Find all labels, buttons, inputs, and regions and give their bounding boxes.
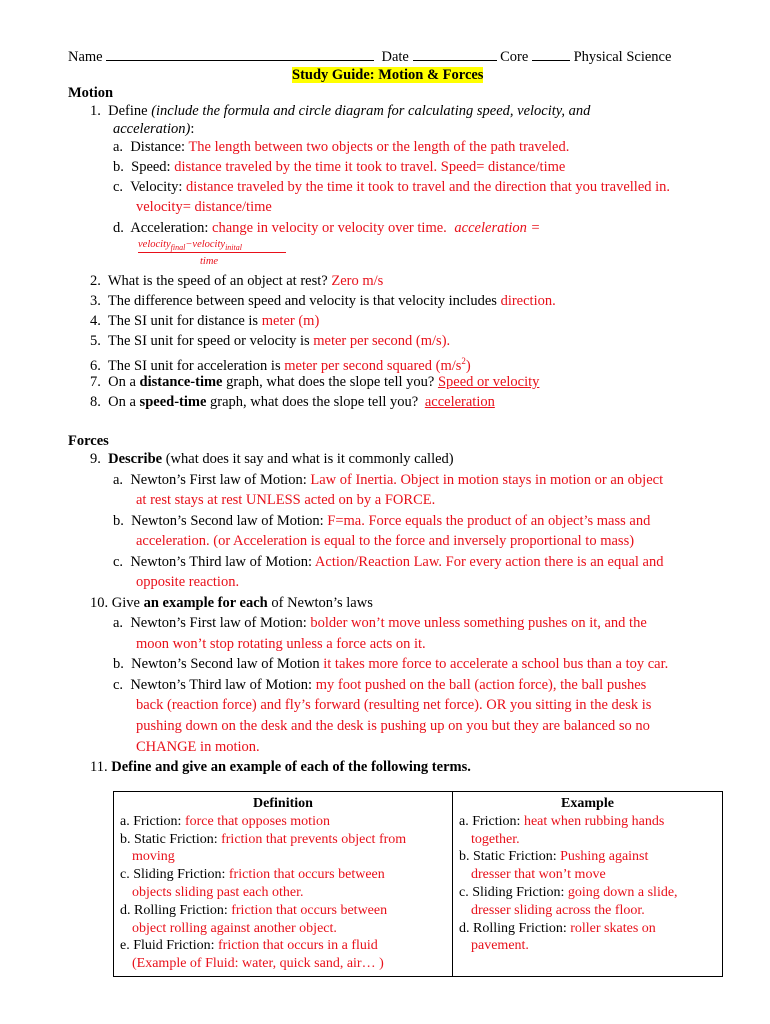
definition-header: Definition (253, 796, 313, 811)
q9c-answer: Action/Reaction Law. For every action there is an equal and (314, 554, 664, 570)
name-label: Name (68, 49, 103, 65)
definition-answer-cont: (Example of Fluid: water, quick sand, air… ) (132, 956, 384, 972)
example-answer-cont: dresser sliding across the floor. (471, 902, 645, 918)
q1a-label: a. (113, 139, 124, 155)
q1c-answer: distance traveled by the time it took to travel and the direction that you travelled in. (186, 179, 671, 195)
q1-text: Define (108, 103, 148, 119)
core-blank[interactable] (532, 47, 570, 61)
q9c-line (113, 553, 663, 571)
definition-term: a. Friction: (120, 813, 182, 829)
q2-answer: Zero m/s (331, 273, 384, 289)
q1c-term: Velocity: (130, 179, 183, 195)
definition-term: b. Static Friction: (120, 831, 218, 847)
definition-term: e. Fluid Friction: (120, 938, 215, 954)
terms-table (113, 791, 723, 977)
q10-bold: an example for each (143, 595, 268, 611)
q10c-answer: my foot pushed on the ball (action force), the ball pushes (315, 677, 647, 693)
q7-bold: distance-time (139, 374, 223, 390)
definition-term: c. Sliding Friction: (120, 867, 226, 883)
q1b-answer: distance traveled by the time it took to travel. Speed= distance/time (174, 159, 566, 175)
definition-answer-cont: objects sliding past each other. (132, 884, 304, 900)
numerator-sub-final: final (170, 243, 186, 253)
q10a-term: Newton’s First law of Motion: (130, 615, 307, 631)
q6-superscript: 2 (461, 356, 466, 366)
example-answer: going down a slide, (567, 884, 678, 900)
example-item (459, 813, 716, 849)
definition-answer: friction that occurs between (228, 867, 385, 883)
q1b-term: Speed: (131, 159, 171, 175)
q9b-term: Newton’s Second law of Motion: (131, 513, 324, 529)
q6-answer-text: meter per second squared (m/s (284, 357, 462, 374)
numerator-minus-velocity: −velocity (185, 239, 226, 250)
q6-number: 6. (90, 357, 101, 374)
definition-answer-cont: moving (132, 849, 175, 865)
example-header: Example (561, 796, 614, 811)
q1b-label: b. (113, 159, 124, 175)
definition-term: d. Rolling Friction: (120, 902, 228, 918)
q9-line (90, 450, 454, 468)
q3-answer: direction. (500, 293, 556, 309)
name-blank[interactable] (106, 47, 374, 61)
q1d-label: d. (113, 220, 124, 236)
q9c-term: Newton’s Third law of Motion: (130, 554, 313, 570)
example-term: b. Static Friction: (459, 849, 557, 865)
example-answer: heat when rubbing hands (523, 813, 665, 829)
motion-heading: Motion (68, 85, 114, 101)
numerator-velocity: velocity (138, 239, 171, 250)
q10c-line4: CHANGE in motion. (136, 739, 260, 755)
example-item (459, 848, 716, 884)
q3-text: The difference between speed and velocity is that velocity includes (107, 293, 497, 309)
q4-number: 4. (90, 313, 101, 329)
example-term: d. Rolling Friction: (459, 920, 567, 936)
q10-line (90, 594, 373, 612)
q10b-label: b. (113, 656, 124, 672)
q1a-term: Distance: (130, 139, 186, 155)
q1a-answer: The length between two objects or the length of the path traveled. (188, 139, 570, 155)
q10c-line (113, 676, 646, 694)
q11-line (90, 758, 471, 776)
definition-answer: friction that occurs between (231, 902, 388, 918)
q9c-line2: opposite reaction. (136, 574, 240, 590)
q9a-answer: Law of Inertia. Object in motion stays in motion or an object (310, 472, 664, 488)
q9a-term: Newton’s First law of Motion: (130, 472, 307, 488)
example-answer: Pushing against (560, 849, 649, 865)
q4-text: The SI unit for distance is (107, 313, 259, 329)
q10c-line2: back (reaction force) and fly’s forward (resulting net force). OR you sitting in the desk is (136, 697, 652, 713)
definition-answer: force that opposes motion (184, 813, 330, 829)
example-column (453, 792, 723, 977)
q10b-term: Newton’s Second law of Motion (131, 656, 320, 672)
core-label: Core (500, 49, 529, 65)
date-label: Date (381, 49, 409, 65)
definition-answer: friction that prevents object from (221, 831, 407, 847)
example-answer-cont: dresser that won’t move (471, 867, 606, 883)
q1-number: 1. (90, 103, 101, 119)
subject-label: Physical Science (573, 49, 672, 65)
definition-answer-cont: object rolling against another object. (132, 920, 337, 936)
q5-line (90, 332, 450, 350)
q1d-answer: change in velocity or velocity over time. (212, 220, 447, 236)
q2-number: 2. (90, 273, 101, 289)
q5-answer: meter per second (m/s). (313, 333, 451, 349)
q9a-line (113, 471, 663, 489)
q9b-answer: F=ma. Force equals the product of an object’s mass and (327, 513, 651, 529)
q7-line (90, 373, 539, 391)
definition-item (120, 813, 446, 831)
q8-bold: speed-time (139, 394, 207, 410)
example-answer-cont: together. (471, 831, 520, 847)
q9b-label: b. (113, 513, 124, 529)
q10-text: Give (111, 595, 140, 611)
page-title-text: Study Guide: Motion & Forces (292, 67, 484, 83)
q11-bold: Define and give an example of each of the following terms. (111, 759, 471, 775)
q10a-line (113, 614, 647, 632)
q10a-line2: moon won’t stop rotating unless a force acts on it. (136, 636, 426, 652)
q1b-line (113, 158, 565, 176)
q1-colon: : (190, 121, 195, 137)
q10b-answer: it takes more force to accelerate a school bus than a toy car. (323, 656, 669, 672)
definition-item (120, 831, 446, 867)
q10a-answer: bolder won’t move unless something pushes on it, and the (310, 615, 647, 631)
example-answer-cont: pavement. (471, 938, 529, 954)
q7-text-cont: graph, what does the slope tell you? (226, 374, 435, 390)
q1c-line2: velocity= distance/time (136, 199, 272, 215)
example-item (459, 920, 716, 956)
definition-answer: friction that occurs in a fluid (218, 938, 378, 954)
example-term: a. Friction: (459, 813, 521, 829)
q7-text: On a (108, 374, 136, 390)
formula-denominator: time (200, 256, 219, 267)
q9-number: 9. (90, 451, 101, 467)
q3-line (90, 292, 556, 310)
q8-line (90, 393, 495, 411)
q7-answer: Speed or velocity (437, 374, 540, 390)
definition-item (120, 902, 446, 938)
q10c-label: c. (113, 677, 124, 693)
q6-answer-end: ) (465, 357, 471, 374)
q9-bold: Describe (108, 451, 163, 467)
example-item (459, 884, 716, 920)
q9b-line2: acceleration. (or Acceleration is equal to the force and inversely proportional to mass) (136, 533, 635, 549)
header-line (68, 47, 671, 66)
definition-column (114, 792, 453, 977)
q1d-term: Acceleration: (130, 220, 209, 236)
q6-line (90, 352, 471, 375)
q1a-line (113, 138, 569, 156)
page-title (292, 66, 483, 84)
q8-answer: acceleration (424, 394, 495, 410)
q10c-line3: pushing down on the desk and the desk is pushing up on you but they are balanced so no (136, 718, 650, 734)
forces-heading: Forces (68, 433, 109, 449)
q10-text-cont: of Newton’s laws (271, 595, 373, 611)
q8-text-cont: graph, what does the slope tell you? (210, 394, 419, 410)
q6-text: The SI unit for acceleration is (107, 357, 281, 374)
q2-text: What is the speed of an object at rest? (107, 273, 328, 289)
q1c-label: c. (113, 179, 124, 195)
q2-line (90, 272, 383, 290)
q7-number: 7. (90, 374, 101, 390)
q9-text: (what does it say and what is it commonly called) (165, 451, 454, 467)
q10a-label: a. (113, 615, 124, 631)
q1-instruction: (include the formula and circle diagram for calculating speed, velocity, and (151, 103, 591, 119)
q3-number: 3. (90, 293, 101, 309)
q5-text: The SI unit for speed or velocity is (107, 333, 310, 349)
q1-line (90, 102, 590, 120)
q5-number: 5. (90, 333, 101, 349)
q9a-line2: at rest stays at rest UNLESS acted on by a FORCE. (136, 492, 436, 508)
q1-instruction-cont: acceleration) (113, 121, 191, 137)
example-term: c. Sliding Friction: (459, 884, 565, 900)
q9a-label: a. (113, 472, 124, 488)
definition-item (120, 866, 446, 902)
q9c-label: c. (113, 554, 124, 570)
table-row (114, 792, 723, 977)
example-answer: roller skates on (570, 920, 656, 936)
q8-text: On a (108, 394, 136, 410)
definition-item (120, 937, 446, 973)
q10c-term: Newton’s Third law of Motion: (130, 677, 313, 693)
q1-line2 (113, 120, 194, 138)
q6-answer (284, 358, 471, 374)
q11-number: 11. (90, 759, 108, 775)
date-blank[interactable] (413, 47, 497, 61)
q10-number: 10. (90, 595, 109, 611)
numerator-sub-initial: inital (225, 243, 242, 253)
q4-answer: meter (m) (261, 313, 320, 329)
q1c-line (113, 178, 670, 196)
q10b-line (113, 655, 668, 673)
fraction-bar (138, 252, 286, 253)
q9b-line (113, 512, 650, 530)
q4-line (90, 312, 319, 330)
acceleration-formula: acceleration = (454, 220, 541, 236)
q1d-line (113, 219, 540, 237)
q8-number: 8. (90, 394, 101, 410)
